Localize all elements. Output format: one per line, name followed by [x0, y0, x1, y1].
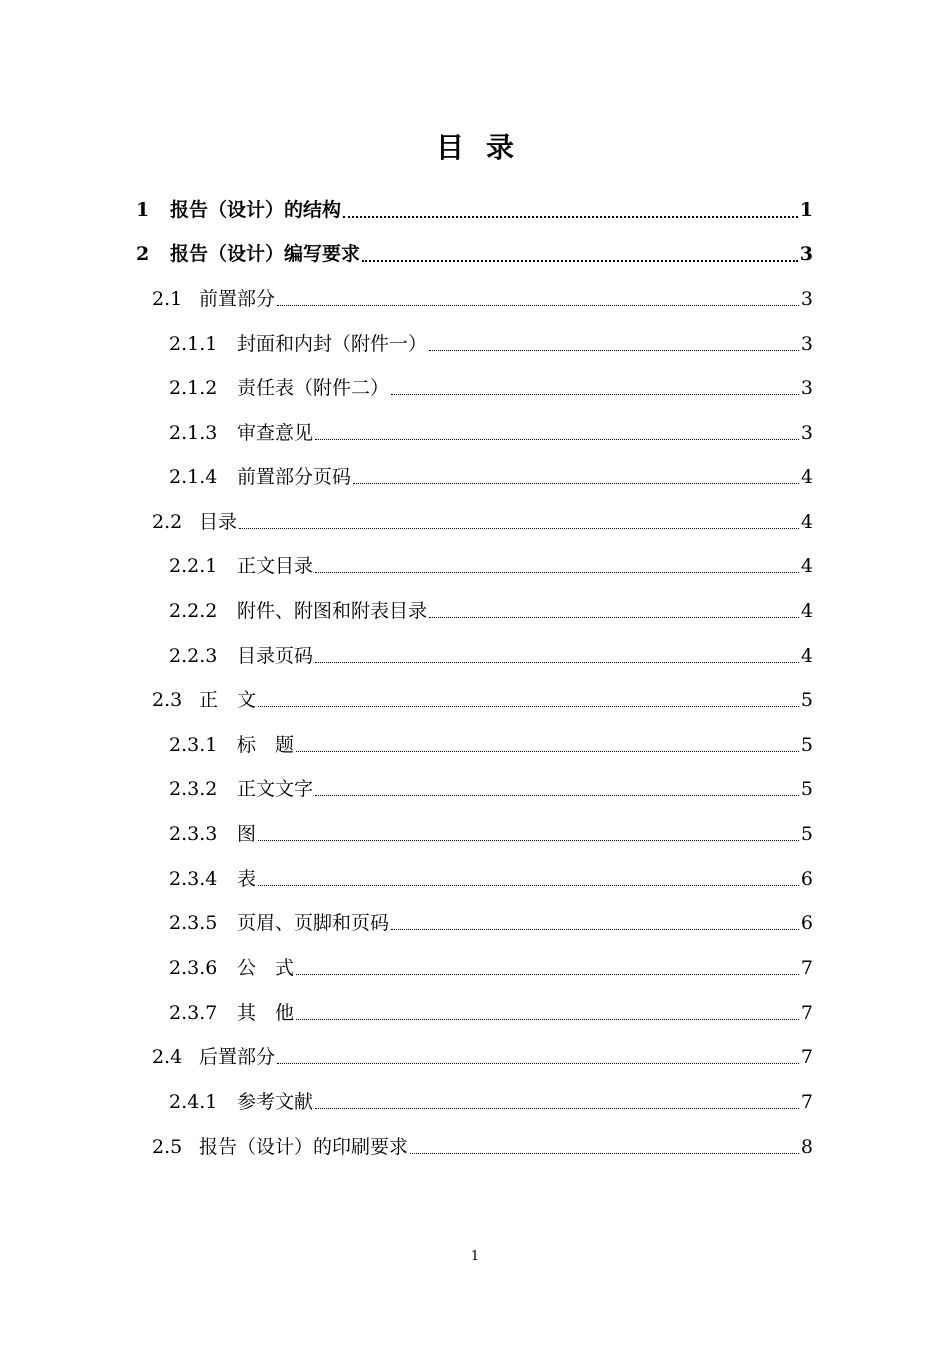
- toc-entry[interactable]: [169, 411, 813, 455]
- toc-dot-leader: [258, 678, 799, 722]
- toc-entry-number: 2.3.6: [169, 957, 218, 979]
- toc-dot-leader: [258, 857, 799, 901]
- toc-entry[interactable]: [169, 366, 813, 410]
- toc-entry[interactable]: [169, 857, 813, 901]
- toc-entry-page: 3: [800, 422, 813, 444]
- toc-entry-page: 5: [800, 823, 813, 845]
- toc-entry-page: 7: [800, 957, 813, 979]
- toc-dot-leader: [391, 901, 799, 945]
- toc-entry-title: 目录: [199, 511, 238, 533]
- toc-entry[interactable]: [169, 322, 813, 366]
- toc-entry-number: 2.2.2: [169, 600, 218, 622]
- toc-entry-title: 正 文: [199, 689, 257, 711]
- toc-entry-title: 前置部分页码: [237, 466, 352, 488]
- toc-dot-leader: [296, 723, 799, 767]
- toc-dot-leader: [277, 1035, 799, 1079]
- toc-entry-page: 4: [800, 600, 813, 622]
- toc-entry-number: 2.5: [152, 1136, 183, 1158]
- toc-entry[interactable]: [152, 678, 813, 722]
- toc-entry-number: 2: [136, 243, 150, 265]
- toc-entry-title: 责任表（附件二）: [237, 377, 390, 399]
- toc-entry-title: 图: [237, 823, 257, 845]
- toc-dot-leader: [315, 767, 799, 811]
- toc-dot-leader: [239, 500, 799, 544]
- toc-entry-number: 2.1.3: [169, 422, 218, 444]
- toc-entry-page: 7: [800, 1002, 813, 1024]
- toc-entry-title: 目录页码: [237, 645, 314, 667]
- toc-dot-leader: [315, 544, 799, 588]
- toc-entry-number: 2.3.3: [169, 823, 218, 845]
- toc-entry-number: 2.3.4: [169, 868, 218, 890]
- toc-entry-number: 2.3.5: [169, 912, 218, 934]
- toc-entry[interactable]: [152, 1125, 813, 1169]
- toc-dot-leader: [296, 946, 799, 990]
- toc-entry-page: 7: [800, 1091, 813, 1113]
- toc-entry-page: 8: [800, 1136, 813, 1158]
- toc-entry-number: 2.1: [152, 288, 183, 310]
- page-number: 1: [470, 1249, 480, 1264]
- toc-entry-number: 2.1.1: [169, 333, 218, 355]
- toc-entry-title: 后置部分: [199, 1046, 276, 1068]
- toc-entry[interactable]: [169, 544, 813, 588]
- toc-dot-leader: [315, 1080, 799, 1124]
- toc-entry-title: 其 他: [237, 1002, 295, 1024]
- toc-dot-leader: [296, 991, 799, 1035]
- toc-entry[interactable]: [169, 946, 813, 990]
- toc-entry[interactable]: [169, 812, 813, 856]
- toc-entry-page: 3: [800, 333, 813, 355]
- toc-entry[interactable]: [169, 1080, 813, 1124]
- toc-entry-title: 封面和内封（附件一）: [237, 333, 428, 355]
- toc-entry-page: 4: [800, 511, 813, 533]
- toc-dot-leader: [429, 589, 799, 633]
- toc-dot-leader: [353, 455, 799, 499]
- toc-entry-page: 1: [799, 199, 813, 221]
- toc-entry-page: 6: [800, 868, 813, 890]
- toc-entry-page: 3: [800, 288, 813, 310]
- toc-entry-number: 2.4.1: [169, 1091, 218, 1113]
- toc-entry-number: 2.2.3: [169, 645, 218, 667]
- toc-entry-title: 报告（设计）的结构: [170, 199, 342, 221]
- toc-entry[interactable]: [136, 232, 813, 276]
- toc-entry-page: 4: [800, 466, 813, 488]
- toc-entry[interactable]: [152, 277, 813, 321]
- toc-entry-number: 2.3.2: [169, 778, 218, 800]
- toc-entry-number: 1: [136, 199, 150, 221]
- toc-entry[interactable]: [169, 455, 813, 499]
- toc-entry-number: 2.3.7: [169, 1002, 218, 1024]
- toc-entry-number: 2.3: [152, 689, 183, 711]
- toc-entry-page: 5: [800, 734, 813, 756]
- toc-dot-leader: [315, 634, 799, 678]
- toc-entry[interactable]: [152, 1035, 813, 1079]
- toc-entry-title: 正文目录: [237, 555, 314, 577]
- toc-dot-leader: [258, 812, 799, 856]
- toc-entry-number: 2.2: [152, 511, 183, 533]
- toc-entry-number: 2.1.4: [169, 466, 218, 488]
- toc-entry-page: 3: [800, 377, 813, 399]
- toc-entry-title: 附件、附图和附表目录: [237, 600, 428, 622]
- toc-entry-title: 前置部分: [199, 288, 276, 310]
- toc-entry[interactable]: [169, 901, 813, 945]
- toc-entry[interactable]: [152, 500, 813, 544]
- toc-entry[interactable]: [169, 723, 813, 767]
- toc-entry[interactable]: [169, 991, 813, 1035]
- toc-entry-title: 参考文献: [237, 1091, 314, 1113]
- toc-entry[interactable]: [169, 634, 813, 678]
- toc-entry-page: 5: [800, 689, 813, 711]
- toc-entry-page: 7: [800, 1046, 813, 1068]
- toc-dot-leader: [410, 1125, 799, 1169]
- toc-dot-leader: [277, 277, 799, 321]
- toc-entry-title: 报告（设计）编写要求: [170, 243, 361, 265]
- toc-dot-leader: [315, 411, 799, 455]
- toc-dot-leader: [362, 232, 798, 276]
- toc-entry-number: 2.2.1: [169, 555, 218, 577]
- toc-entry-title: 标 题: [237, 734, 295, 756]
- toc-entry-page: 5: [800, 778, 813, 800]
- toc-dot-leader: [391, 366, 799, 410]
- toc-entry[interactable]: [169, 767, 813, 811]
- toc-entry[interactable]: [169, 589, 813, 633]
- page-title: 目录: [435, 131, 536, 164]
- toc-entry-page: 3: [799, 243, 813, 265]
- toc-entry-page: 6: [800, 912, 813, 934]
- toc-dot-leader: [429, 322, 799, 366]
- toc-entry-number: 2.3.1: [169, 734, 218, 756]
- toc-entry-title: 页眉、页脚和页码: [237, 912, 390, 934]
- toc-entry-page: 4: [800, 555, 813, 577]
- toc-entry-number: 2.1.2: [169, 377, 218, 399]
- toc-entry-title: 正文文字: [237, 778, 314, 800]
- toc-dot-leader: [343, 188, 798, 232]
- toc-entry-title: 表: [237, 868, 257, 890]
- toc-entry-page: 4: [800, 645, 813, 667]
- toc-entry-title: 报告（设计）的印刷要求: [199, 1136, 409, 1158]
- toc-entry-number: 2.4: [152, 1046, 183, 1068]
- toc-entry-title: 公 式: [237, 957, 295, 979]
- toc-entry-title: 审查意见: [237, 422, 314, 444]
- toc-entry[interactable]: [136, 188, 813, 232]
